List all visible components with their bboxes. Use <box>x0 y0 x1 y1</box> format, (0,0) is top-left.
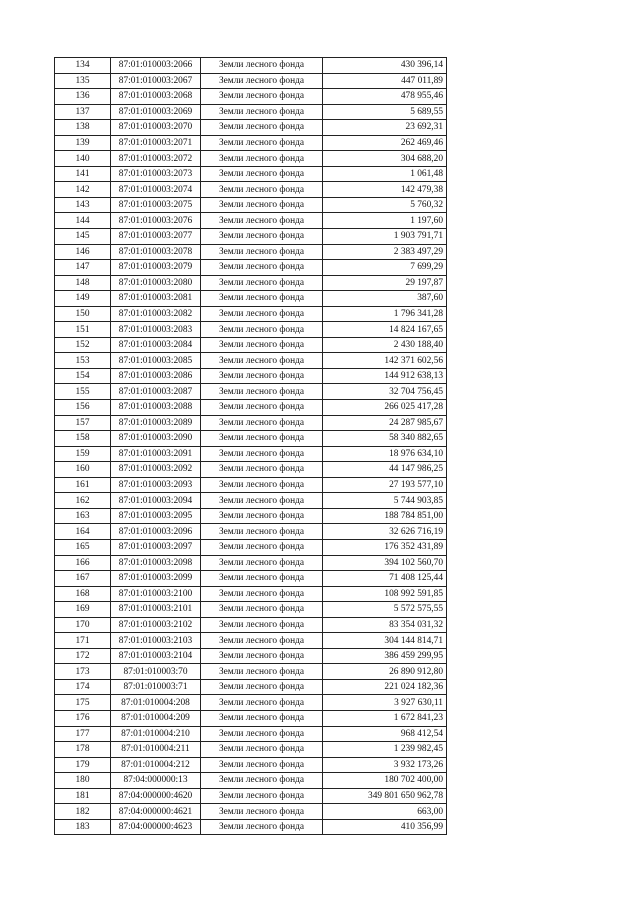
cadastral-number-cell: 87:01:010003:2066 <box>111 58 201 74</box>
land-category-cell: Земли лесного фонда <box>201 229 323 245</box>
row-number-cell: 134 <box>55 58 111 74</box>
cadastral-number-cell: 87:01:010003:2090 <box>111 431 201 447</box>
cadastral-number-cell: 87:01:010003:2085 <box>111 353 201 369</box>
land-category-cell: Земли лесного фонда <box>201 244 323 260</box>
table-row <box>55 322 447 338</box>
cadastral-number-cell: 87:01:010003:2097 <box>111 539 201 555</box>
land-category-cell: Земли лесного фонда <box>201 182 323 198</box>
land-category-cell: Земли лесного фонда <box>201 197 323 213</box>
row-number-cell: 158 <box>55 431 111 447</box>
land-category-cell: Земли лесного фонда <box>201 151 323 167</box>
cadastral-value-cell: 387,60 <box>323 291 447 307</box>
row-number-cell: 163 <box>55 508 111 524</box>
cadastral-value-cell: 3 932 173,26 <box>323 757 447 773</box>
land-category-cell: Земли лесного фонда <box>201 773 323 789</box>
cadastral-value-cell: 32 626 716,19 <box>323 524 447 540</box>
row-number-cell: 172 <box>55 648 111 664</box>
cadastral-number-cell: 87:01:010003:2082 <box>111 306 201 322</box>
table-row <box>55 493 447 509</box>
cadastral-number-cell: 87:01:010003:2087 <box>111 384 201 400</box>
cadastral-number-cell: 87:01:010004:210 <box>111 726 201 742</box>
land-category-cell: Земли лесного фонда <box>201 648 323 664</box>
table-row <box>55 508 447 524</box>
land-category-cell: Земли лесного фонда <box>201 135 323 151</box>
cadastral-value-cell: 144 912 638,13 <box>323 368 447 384</box>
row-number-cell: 175 <box>55 695 111 711</box>
land-category-cell: Земли лесного фонда <box>201 664 323 680</box>
land-category-cell: Земли лесного фонда <box>201 819 323 835</box>
cadastral-number-cell: 87:04:000000:13 <box>111 773 201 789</box>
row-number-cell: 167 <box>55 571 111 587</box>
cadastral-value-cell: 394 102 560,70 <box>323 555 447 571</box>
cadastral-value-cell: 1 796 341,28 <box>323 306 447 322</box>
cadastral-value-cell: 108 992 591,85 <box>323 586 447 602</box>
cadastral-value-cell: 386 459 299,95 <box>323 648 447 664</box>
table-row <box>55 710 447 726</box>
row-number-cell: 149 <box>55 291 111 307</box>
row-number-cell: 160 <box>55 462 111 478</box>
cadastral-number-cell: 87:01:010003:2069 <box>111 104 201 120</box>
row-number-cell: 140 <box>55 151 111 167</box>
cadastral-number-cell: 87:01:010003:2086 <box>111 368 201 384</box>
table-row <box>55 602 447 618</box>
cadastral-number-cell: 87:01:010003:2084 <box>111 337 201 353</box>
cadastral-value-cell: 27 193 577,10 <box>323 477 447 493</box>
cadastral-value-cell: 24 287 985,67 <box>323 415 447 431</box>
cadastral-number-cell: 87:01:010003:2096 <box>111 524 201 540</box>
land-category-cell: Земли лесного фонда <box>201 679 323 695</box>
cadastral-value-cell: 5 760,32 <box>323 197 447 213</box>
cadastral-value-cell: 2 383 497,29 <box>323 244 447 260</box>
row-number-cell: 144 <box>55 213 111 229</box>
land-category-cell: Земли лесного фонда <box>201 757 323 773</box>
cadastral-value-cell: 26 890 912,80 <box>323 664 447 680</box>
table-row <box>55 477 447 493</box>
table-row <box>55 524 447 540</box>
table-row <box>55 804 447 820</box>
cadastral-value-cell: 44 147 986,25 <box>323 462 447 478</box>
cadastral-value-cell: 32 704 756,45 <box>323 384 447 400</box>
cadastral-value-cell: 71 408 125,44 <box>323 571 447 587</box>
cadastral-value-cell: 262 469,46 <box>323 135 447 151</box>
row-number-cell: 164 <box>55 524 111 540</box>
row-number-cell: 165 <box>55 539 111 555</box>
land-category-cell: Земли лесного фонда <box>201 462 323 478</box>
cadastral-value-cell: 304 144 814,71 <box>323 633 447 649</box>
cadastral-value-cell: 478 955,46 <box>323 89 447 105</box>
land-category-cell: Земли лесного фонда <box>201 695 323 711</box>
row-number-cell: 180 <box>55 773 111 789</box>
land-category-cell: Земли лесного фонда <box>201 788 323 804</box>
table-row <box>55 104 447 120</box>
row-number-cell: 157 <box>55 415 111 431</box>
table-row <box>55 742 447 758</box>
cadastral-value-cell: 23 692,31 <box>323 120 447 136</box>
cadastral-number-cell: 87:01:010003:2076 <box>111 213 201 229</box>
cadastral-number-cell: 87:01:010003:70 <box>111 664 201 680</box>
cadastral-value-cell: 304 688,20 <box>323 151 447 167</box>
row-number-cell: 148 <box>55 275 111 291</box>
land-category-cell: Земли лесного фонда <box>201 400 323 416</box>
land-category-cell: Земли лесного фонда <box>201 104 323 120</box>
land-category-cell: Земли лесного фонда <box>201 617 323 633</box>
row-number-cell: 147 <box>55 260 111 276</box>
cadastral-value-cell: 142 479,38 <box>323 182 447 198</box>
table-row <box>55 89 447 105</box>
cadastral-number-cell: 87:01:010003:2091 <box>111 446 201 462</box>
land-category-cell: Земли лесного фонда <box>201 555 323 571</box>
land-category-cell: Земли лесного фонда <box>201 726 323 742</box>
cadastral-number-cell: 87:01:010003:2079 <box>111 260 201 276</box>
cadastral-number-cell: 87:01:010003:2068 <box>111 89 201 105</box>
table-row <box>55 431 447 447</box>
row-number-cell: 183 <box>55 819 111 835</box>
cadastral-number-cell: 87:01:010003:2095 <box>111 508 201 524</box>
land-category-cell: Земли лесного фонда <box>201 539 323 555</box>
table-row <box>55 555 447 571</box>
cadastral-number-cell: 87:04:000000:4621 <box>111 804 201 820</box>
row-number-cell: 154 <box>55 368 111 384</box>
row-number-cell: 159 <box>55 446 111 462</box>
table-body <box>55 58 447 835</box>
cadastral-value-cell: 221 024 182,36 <box>323 679 447 695</box>
land-category-cell: Земли лесного фонда <box>201 804 323 820</box>
cadastral-value-cell: 58 340 882,65 <box>323 431 447 447</box>
cadastral-value-cell: 1 903 791,71 <box>323 229 447 245</box>
row-number-cell: 151 <box>55 322 111 338</box>
cadastral-number-cell: 87:01:010003:2093 <box>111 477 201 493</box>
table-row <box>55 120 447 136</box>
table-row <box>55 679 447 695</box>
table-row <box>55 788 447 804</box>
cadastral-number-cell: 87:01:010003:2077 <box>111 229 201 245</box>
cadastral-number-cell: 87:01:010004:211 <box>111 742 201 758</box>
cadastral-number-cell: 87:01:010003:2072 <box>111 151 201 167</box>
land-category-cell: Земли лесного фонда <box>201 586 323 602</box>
land-category-cell: Земли лесного фонда <box>201 710 323 726</box>
cadastral-number-cell: 87:01:010003:2094 <box>111 493 201 509</box>
cadastral-value-cell: 18 976 634,10 <box>323 446 447 462</box>
cadastral-number-cell: 87:01:010003:2099 <box>111 571 201 587</box>
cadastral-number-cell: 87:01:010003:2075 <box>111 197 201 213</box>
land-category-cell: Земли лесного фонда <box>201 353 323 369</box>
row-number-cell: 135 <box>55 73 111 89</box>
land-category-cell: Земли лесного фонда <box>201 166 323 182</box>
row-number-cell: 137 <box>55 104 111 120</box>
land-category-cell: Земли лесного фонда <box>201 493 323 509</box>
cadastral-number-cell: 87:01:010003:2088 <box>111 400 201 416</box>
cadastral-number-cell: 87:01:010003:2080 <box>111 275 201 291</box>
land-category-cell: Земли лесного фонда <box>201 508 323 524</box>
row-number-cell: 150 <box>55 306 111 322</box>
land-category-cell: Земли лесного фонда <box>201 275 323 291</box>
cadastral-value-cell: 430 396,14 <box>323 58 447 74</box>
row-number-cell: 141 <box>55 166 111 182</box>
cadastral-value-cell: 968 412,54 <box>323 726 447 742</box>
row-number-cell: 146 <box>55 244 111 260</box>
row-number-cell: 170 <box>55 617 111 633</box>
cadastral-number-cell: 87:01:010003:2100 <box>111 586 201 602</box>
row-number-cell: 153 <box>55 353 111 369</box>
cadastral-number-cell: 87:01:010003:2092 <box>111 462 201 478</box>
land-category-cell: Земли лесного фонда <box>201 58 323 74</box>
row-number-cell: 156 <box>55 400 111 416</box>
table-row <box>55 275 447 291</box>
land-parcels-table <box>54 57 447 835</box>
row-number-cell: 162 <box>55 493 111 509</box>
cadastral-number-cell: 87:01:010003:2104 <box>111 648 201 664</box>
cadastral-value-cell: 142 371 602,56 <box>323 353 447 369</box>
row-number-cell: 181 <box>55 788 111 804</box>
cadastral-number-cell: 87:01:010003:2078 <box>111 244 201 260</box>
row-number-cell: 173 <box>55 664 111 680</box>
cadastral-value-cell: 5 689,55 <box>323 104 447 120</box>
row-number-cell: 177 <box>55 726 111 742</box>
land-category-cell: Земли лесного фонда <box>201 368 323 384</box>
cadastral-value-cell: 1 672 841,23 <box>323 710 447 726</box>
table-row <box>55 291 447 307</box>
land-category-cell: Земли лесного фонда <box>201 384 323 400</box>
table-row <box>55 757 447 773</box>
table-row <box>55 337 447 353</box>
row-number-cell: 161 <box>55 477 111 493</box>
cadastral-value-cell: 2 430 188,40 <box>323 337 447 353</box>
cadastral-number-cell: 87:01:010004:208 <box>111 695 201 711</box>
land-category-cell: Земли лесного фонда <box>201 213 323 229</box>
cadastral-number-cell: 87:01:010003:2074 <box>111 182 201 198</box>
land-category-cell: Земли лесного фонда <box>201 524 323 540</box>
table-row <box>55 368 447 384</box>
row-number-cell: 143 <box>55 197 111 213</box>
table-row <box>55 586 447 602</box>
row-number-cell: 145 <box>55 229 111 245</box>
table-row <box>55 244 447 260</box>
table-row <box>55 166 447 182</box>
row-number-cell: 169 <box>55 602 111 618</box>
row-number-cell: 139 <box>55 135 111 151</box>
land-category-cell: Земли лесного фонда <box>201 322 323 338</box>
table-row <box>55 306 447 322</box>
table-row <box>55 726 447 742</box>
land-category-cell: Земли лесного фонда <box>201 446 323 462</box>
cadastral-number-cell: 87:01:010004:209 <box>111 710 201 726</box>
cadastral-number-cell: 87:01:010003:2102 <box>111 617 201 633</box>
table-row <box>55 197 447 213</box>
table-row <box>55 213 447 229</box>
cadastral-number-cell: 87:01:010003:2081 <box>111 291 201 307</box>
cadastral-value-cell: 1 239 982,45 <box>323 742 447 758</box>
cadastral-value-cell: 266 025 417,28 <box>323 400 447 416</box>
land-category-cell: Земли лесного фонда <box>201 431 323 447</box>
cadastral-value-cell: 5 572 575,55 <box>323 602 447 618</box>
cadastral-value-cell: 1 061,48 <box>323 166 447 182</box>
land-category-cell: Земли лесного фонда <box>201 291 323 307</box>
cadastral-number-cell: 87:04:000000:4620 <box>111 788 201 804</box>
land-category-cell: Земли лесного фонда <box>201 120 323 136</box>
cadastral-number-cell: 87:01:010003:2067 <box>111 73 201 89</box>
table-row <box>55 58 447 74</box>
table-row <box>55 260 447 276</box>
cadastral-value-cell: 180 702 400,00 <box>323 773 447 789</box>
row-number-cell: 166 <box>55 555 111 571</box>
table-row <box>55 151 447 167</box>
table-row <box>55 182 447 198</box>
land-category-cell: Земли лесного фонда <box>201 306 323 322</box>
table-row <box>55 695 447 711</box>
cadastral-number-cell: 87:01:010003:2070 <box>111 120 201 136</box>
row-number-cell: 178 <box>55 742 111 758</box>
table-row <box>55 229 447 245</box>
cadastral-number-cell: 87:01:010003:2071 <box>111 135 201 151</box>
table-row <box>55 819 447 835</box>
land-category-cell: Земли лесного фонда <box>201 337 323 353</box>
cadastral-number-cell: 87:01:010003:2073 <box>111 166 201 182</box>
table-row <box>55 446 447 462</box>
cadastral-value-cell: 3 927 630,11 <box>323 695 447 711</box>
row-number-cell: 152 <box>55 337 111 353</box>
cadastral-value-cell: 83 354 031,32 <box>323 617 447 633</box>
cadastral-number-cell: 87:01:010003:2101 <box>111 602 201 618</box>
cadastral-value-cell: 1 197,60 <box>323 213 447 229</box>
table-row <box>55 539 447 555</box>
table-row <box>55 773 447 789</box>
row-number-cell: 136 <box>55 89 111 105</box>
cadastral-value-cell: 5 744 903,85 <box>323 493 447 509</box>
cadastral-value-cell: 176 352 431,89 <box>323 539 447 555</box>
table-row <box>55 135 447 151</box>
table-row <box>55 415 447 431</box>
land-category-cell: Земли лесного фонда <box>201 602 323 618</box>
cadastral-number-cell: 87:01:010003:2103 <box>111 633 201 649</box>
table-row <box>55 648 447 664</box>
land-category-cell: Земли лесного фонда <box>201 89 323 105</box>
cadastral-value-cell: 188 784 851,00 <box>323 508 447 524</box>
land-category-cell: Земли лесного фонда <box>201 742 323 758</box>
table-row <box>55 633 447 649</box>
land-category-cell: Земли лесного фонда <box>201 73 323 89</box>
land-category-cell: Земли лесного фонда <box>201 477 323 493</box>
cadastral-number-cell: 87:01:010003:2083 <box>111 322 201 338</box>
cadastral-number-cell: 87:01:010004:212 <box>111 757 201 773</box>
table-row <box>55 384 447 400</box>
table-row <box>55 617 447 633</box>
land-category-cell: Земли лесного фонда <box>201 260 323 276</box>
land-category-cell: Земли лесного фонда <box>201 571 323 587</box>
cadastral-value-cell: 663,00 <box>323 804 447 820</box>
row-number-cell: 174 <box>55 679 111 695</box>
table-row <box>55 664 447 680</box>
row-number-cell: 138 <box>55 120 111 136</box>
table-row <box>55 353 447 369</box>
cadastral-number-cell: 87:04:000000:4623 <box>111 819 201 835</box>
cadastral-value-cell: 447 011,89 <box>323 73 447 89</box>
cadastral-value-cell: 349 801 650 962,78 <box>323 788 447 804</box>
table-row <box>55 400 447 416</box>
row-number-cell: 179 <box>55 757 111 773</box>
cadastral-number-cell: 87:01:010003:2089 <box>111 415 201 431</box>
land-category-cell: Земли лесного фонда <box>201 415 323 431</box>
cadastral-number-cell: 87:01:010003:71 <box>111 679 201 695</box>
table-row <box>55 73 447 89</box>
cadastral-value-cell: 14 824 167,65 <box>323 322 447 338</box>
row-number-cell: 171 <box>55 633 111 649</box>
table-row <box>55 571 447 587</box>
cadastral-number-cell: 87:01:010003:2098 <box>111 555 201 571</box>
table-row <box>55 462 447 478</box>
row-number-cell: 168 <box>55 586 111 602</box>
cadastral-value-cell: 410 356,99 <box>323 819 447 835</box>
row-number-cell: 155 <box>55 384 111 400</box>
land-category-cell: Земли лесного фонда <box>201 633 323 649</box>
row-number-cell: 182 <box>55 804 111 820</box>
row-number-cell: 176 <box>55 710 111 726</box>
cadastral-value-cell: 7 699,29 <box>323 260 447 276</box>
cadastral-value-cell: 29 197,87 <box>323 275 447 291</box>
row-number-cell: 142 <box>55 182 111 198</box>
